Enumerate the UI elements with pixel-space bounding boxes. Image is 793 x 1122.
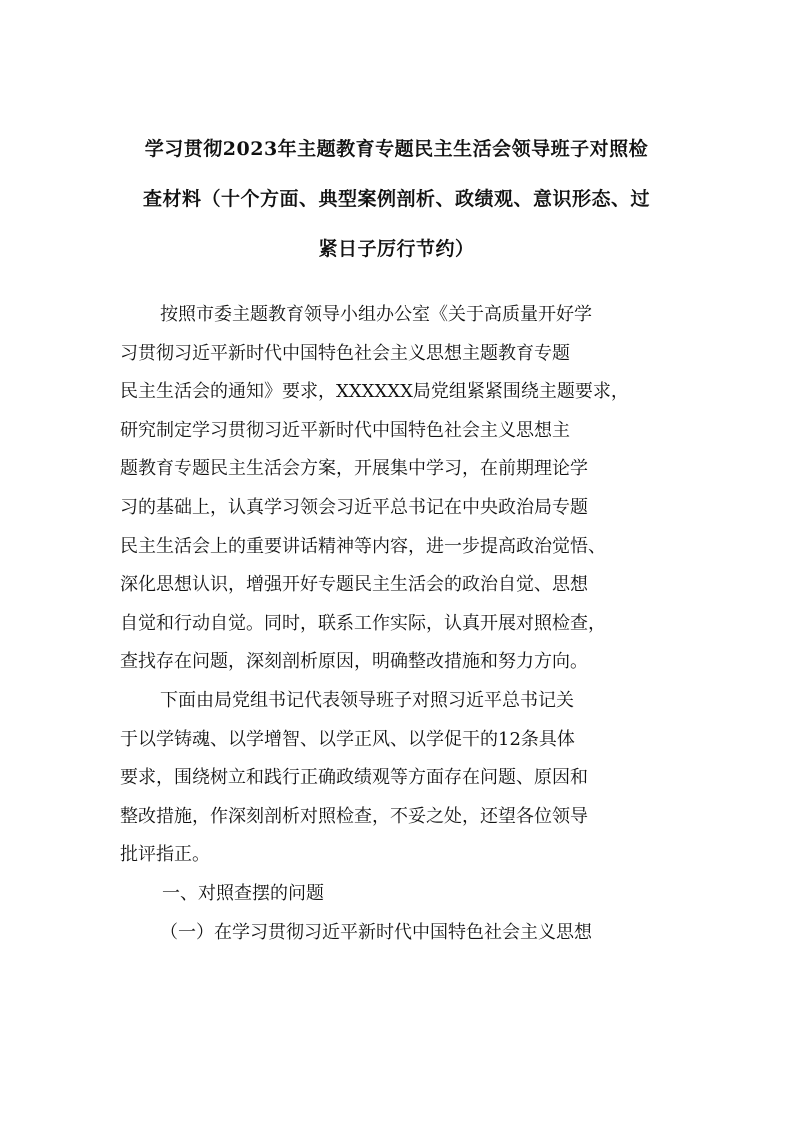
text-line: 民主生活会的通知》要求，XXXXXX局党组紧紧围绕主题要求， [120,381,629,403]
text-line: 习贯彻习近平新时代中国特色社会主义思想主题教育专题 [120,342,570,364]
text-line: 习的基础上，认真学习领会习近平总书记在中央政治局专题 [120,496,588,518]
document-title [100,124,693,274]
paragraph-report-scope [120,682,680,875]
paragraph-intro [120,296,680,682]
text-line: 查找存在问题，深刻剖析原因，明确整改措施和努力方向。 [120,651,588,673]
text-line: 民主生活会上的重要讲话精神等内容，进一步提高政治觉悟、 [120,535,606,557]
text-line: 要求，围绕树立和践行正确政绩观等方面存在问题、原因和 [120,767,588,789]
section-heading [120,875,680,914]
text-line: 自觉和行动自觉。同时，联系工作实际，认真开展对照检查， [120,612,606,634]
text-line: 研究制定学习贯彻习近平新时代中国特色社会主义思想主 [120,419,570,441]
title-line: 紧日子厉行节约） [318,238,475,260]
title-line: 学习贯彻2023年主题教育专题民主生活会领导班子对照检 [144,138,649,160]
text-line: 按照市委主题教育领导小组办公室《关于高质量开好学 [160,304,592,325]
text-line: 批评指正。 [120,844,210,866]
text-line: 深化思想认识，增强开好专题民主生活会的政治自觉、思想 [120,574,588,596]
section-heading-text: 一、对照查摆的问题 [162,882,324,904]
text-line: 题教育专题民主生活会方案，开展集中学习，在前期理论学 [120,458,588,480]
document-body [120,296,680,952]
text-line: 整改措施，作深刻剖析对照检查，不妥之处，还望各位领导 [120,805,588,827]
subsection-heading [120,914,680,953]
text-line: 于以学铸魂、以学增智、以学正风、以学促干的12条具体 [120,728,575,750]
text-line: 下面由局党组书记代表领导班子对照习近平总书记关 [160,689,574,711]
title-line: 查材料（十个方面、典型案例剖析、政绩观、意识形态、过 [142,188,650,210]
subsection-heading-text: （一）在学习贯彻习近平新时代中国特色社会主义思想 [160,921,592,943]
